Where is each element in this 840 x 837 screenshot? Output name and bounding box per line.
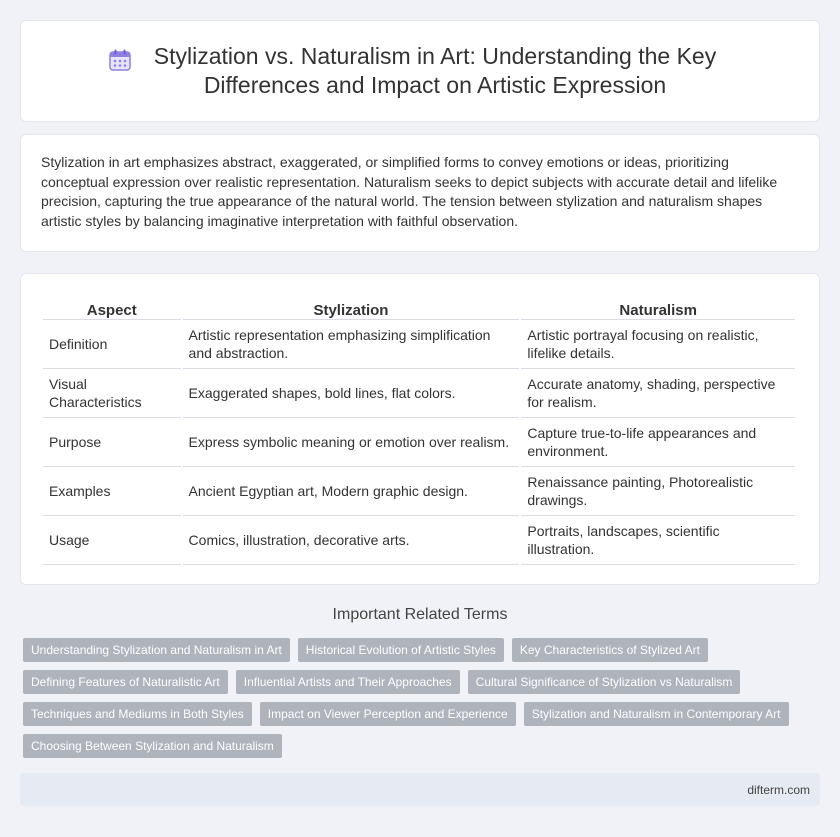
related-term-tag[interactable]: Key Characteristics of Stylized Art	[512, 638, 708, 662]
related-term-tag[interactable]: Choosing Between Stylization and Naturalism	[23, 734, 282, 758]
cell-aspect: Definition	[43, 320, 181, 369]
related-term-tag[interactable]: Influential Artists and Their Approaches	[236, 670, 460, 694]
cell-stylization: Express symbolic meaning or emotion over realism.	[183, 418, 520, 467]
related-term-tag[interactable]: Understanding Stylization and Naturalism in Art	[23, 638, 290, 662]
intro-paragraph: Stylization in art emphasizes abstract, exaggerated, or simplified forms to convey emotions or ideas, prioritizing conceptual expression over realistic representation. Naturalism seeks to depict subjects with accurate detail and lifelike precision, capturing the true appearance of the natural world. The tension between stylization and naturalism shapes artistic styles by balancing imaginative interpretation with faithful observation.	[41, 154, 778, 229]
footer	[20, 773, 820, 806]
related-terms-title: Important Related Terms	[332, 606, 508, 623]
related-term-tag[interactable]: Techniques and Mediums in Both Styles	[23, 702, 252, 726]
header-naturalism: Naturalism	[521, 294, 795, 320]
cell-aspect: Visual Characteristics	[43, 369, 181, 418]
header-stylization: Stylization	[183, 294, 520, 320]
table-row	[43, 320, 795, 369]
cell-stylization: Artistic representation emphasizing simplification and abstraction.	[183, 320, 520, 369]
cell-stylization: Comics, illustration, decorative arts.	[183, 516, 520, 565]
cell-stylization: Exaggerated shapes, bold lines, flat colors.	[183, 369, 520, 418]
cell-aspect: Purpose	[43, 418, 181, 467]
cell-naturalism: Renaissance painting, Photorealistic drawings.	[521, 467, 795, 516]
intro-card	[20, 134, 820, 252]
cell-aspect: Usage	[43, 516, 181, 565]
related-term-tag[interactable]: Cultural Significance of Stylization vs Naturalism	[468, 670, 741, 694]
cell-aspect: Examples	[43, 467, 181, 516]
related-term-tag[interactable]: Defining Features of Naturalistic Art	[23, 670, 228, 694]
table-header-row	[43, 294, 795, 320]
related-term-tag[interactable]: Stylization and Naturalism in Contemporary Art	[524, 702, 789, 726]
table-row	[43, 369, 795, 418]
page-title: Stylization vs. Naturalism in Art: Understanding the Key Differences and Impact on Artistic Expression	[153, 43, 717, 98]
title-card	[20, 20, 820, 122]
related-term-tag[interactable]: Impact on Viewer Perception and Experience	[260, 702, 516, 726]
cell-naturalism: Artistic portrayal focusing on realistic, lifelike details.	[521, 320, 795, 369]
site-link[interactable]: difterm.com	[747, 782, 810, 797]
related-terms-list	[23, 638, 803, 758]
cell-naturalism: Portraits, landscapes, scientific illustration.	[521, 516, 795, 565]
cell-naturalism: Capture true-to-life appearances and environment.	[521, 418, 795, 467]
comparison-table	[41, 294, 797, 565]
table-row	[43, 467, 795, 516]
table-row	[43, 418, 795, 467]
table-row	[43, 516, 795, 565]
cell-stylization: Ancient Egyptian art, Modern graphic design.	[183, 467, 520, 516]
cell-naturalism: Accurate anatomy, shading, perspective for realism.	[521, 369, 795, 418]
header-aspect: Aspect	[43, 294, 181, 320]
related-term-tag[interactable]: Historical Evolution of Artistic Styles	[298, 638, 504, 662]
comparison-card	[20, 273, 820, 585]
